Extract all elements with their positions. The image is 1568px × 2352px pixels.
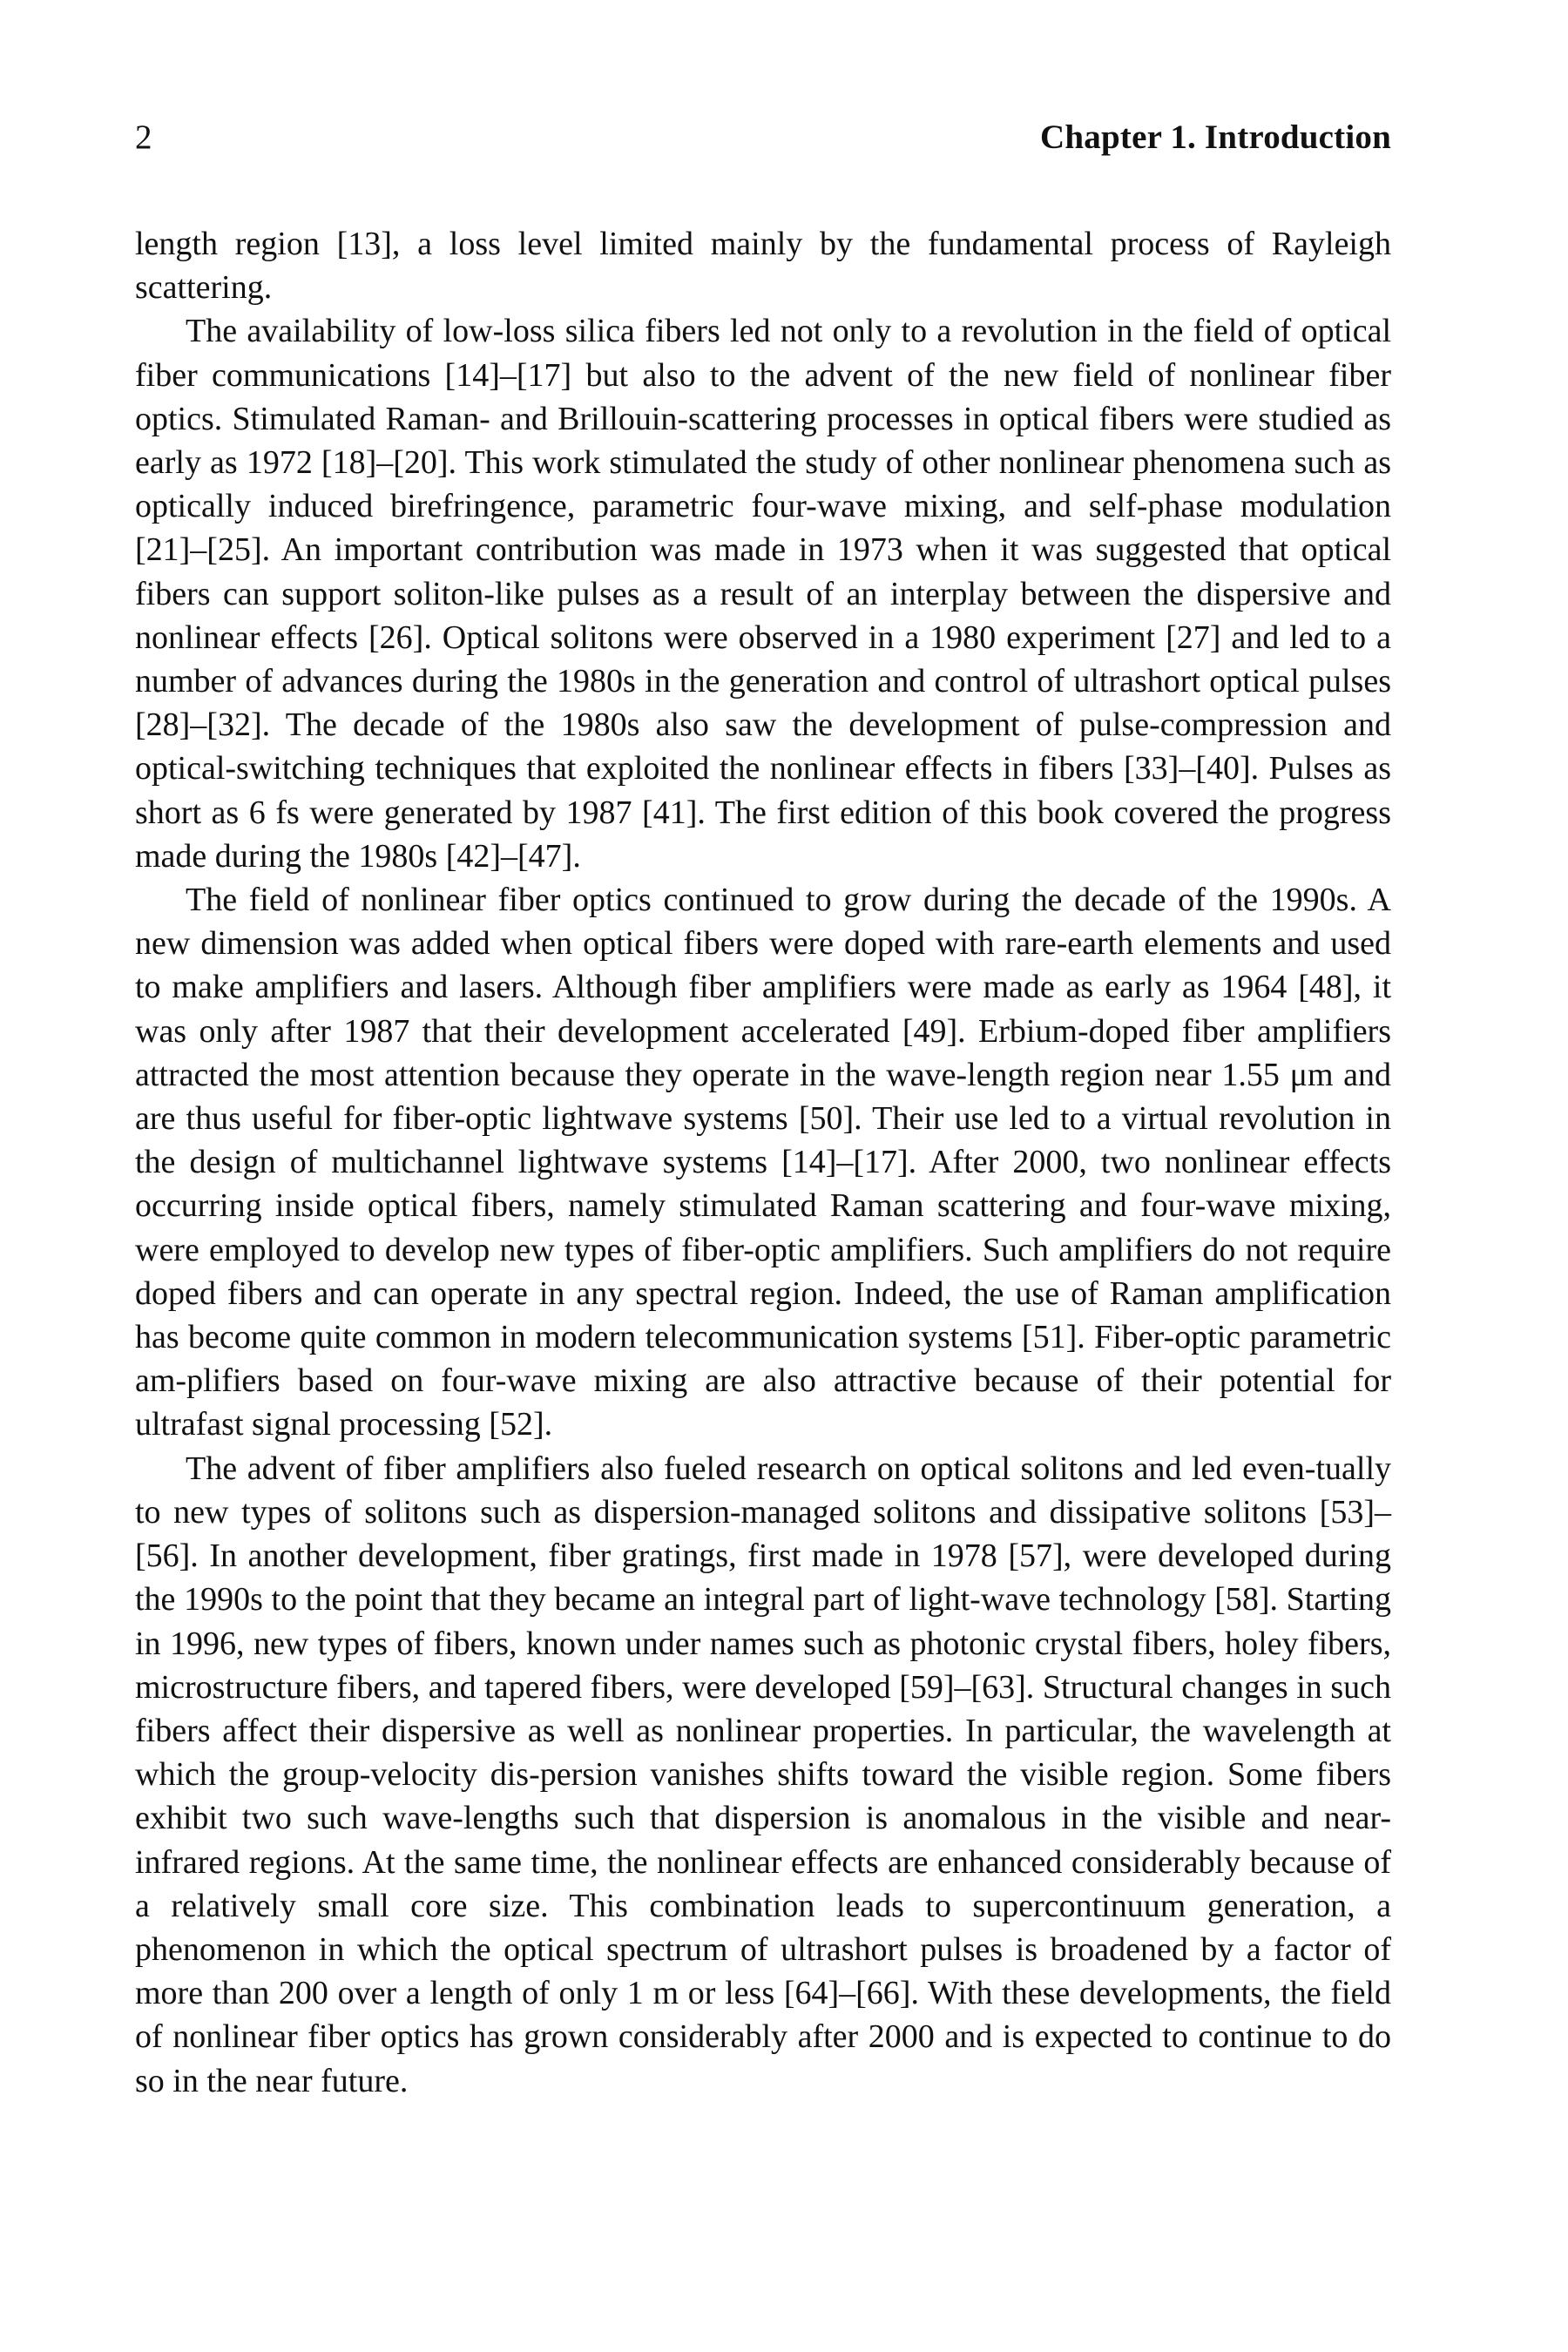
running-head — [135, 118, 1391, 170]
paragraph-1990s-amplifiers: The field of nonlinear fiber optics continued to grow during the decade of the 1990s. A new dimension was added when optical fibers were doped with rare-earth elements and used to make amplifiers and lasers. Although fiber amplifiers were made as early as 1964 [48], it was only after 1987 that their development accelerated [49]. Erbium-doped fiber amplifiers attracted the most attention because they operate in the wave-length region near 1.55 μm and are thus useful for fiber-optic lightwave systems [50]. Their use led to a virtual revolution in the design of multichannel lightwave systems [14]–[17]. After 2000, two nonlinear effects occurring inside optical fibers, namely stimulated Raman scattering and four-wave mixing, were employed to develop new types of fiber-optic amplifiers. Such amplifiers do not require doped fibers and can operate in any spectral region. Indeed, the use of Raman amplification has become quite common in modern telecommunication systems [51]. Fiber-optic parametric am-plifiers based on four-wave mixing are also attractive because of their potential for ultrafast signal processing [52]. — [135, 882, 1391, 1443]
body-text — [135, 222, 1391, 2103]
paragraph-low-loss-fibers: The availability of low-loss silica fibers led not only to a revolution in the field of optical fiber communications [14]–[17] but also to the advent of the new field of nonlinear fiber optics. Stimulated Raman- and Brillouin-scattering processes in optical fibers were studied as early as 1972 [18]–[20]. This work stimulated the study of other nonlinear phenomena such as optically induced birefringence, parametric four-wave mixing, and self-phase modulation [21]–[25]. An important contribution was made in 1973 when it was suggested that optical fibers can support soliton-like pulses as a result of an interplay between the dispersive and nonlinear effects [26]. Optical solitons were observed in a 1980 experiment [27] and led to a number of advances during the 1980s in the generation and control of ultrashort optical pulses [28]–[32]. The decade of the 1980s also saw the development of pulse-compression and optical-switching techniques that exploited the nonlinear effects in fibers [33]–[40]. Pulses as short as 6 fs were generated by 1987 [41]. The first edition of this book covered the progress made during the 1980s [42]–[47]. — [135, 313, 1391, 875]
page-number: 2 — [135, 118, 152, 156]
paragraph-continued: length region [13], a loss level limited mainly by the fundamental process of Rayleigh scattering. — [135, 226, 1391, 307]
chapter-title: Chapter 1. Introduction — [1040, 118, 1391, 156]
paragraph-solitons-supercontinuum: The advent of fiber amplifiers also fueled research on optical solitons and led even-tually to new types of solitons such as dispersion-managed solitons and dissipative solitons [53]–[56]. In another development, fiber gratings, first made in 1978 [57], were developed during the 1990s to the point that they became an integral part of light-wave technology [58]. Starting in 1996, new types of fibers, known under names such as photonic crystal fibers, holey fibers, microstructure fibers, and tapered fibers, were developed [59]–[63]. Structural changes in such fibers affect their dispersive as well as nonlinear properties. In particular, the wavelength at which the group-velocity dis-persion vanishes shifts toward the visible region. Some fibers exhibit two such wave-lengths such that dispersion is anomalous in the visible and near-infrared regions. At the same time, the nonlinear effects are enhanced considerably because of a relatively small core size. This combination leads to supercontinuum generation, a phenomenon in which the optical spectrum of ultrashort pulses is broadened by a factor of more than 200 over a length of only 1 m or less [64]–[66]. With these developments, the field of nonlinear fiber optics has grown considerably after 2000 and is expected to continue to do so in the near future. — [135, 1450, 1391, 2099]
